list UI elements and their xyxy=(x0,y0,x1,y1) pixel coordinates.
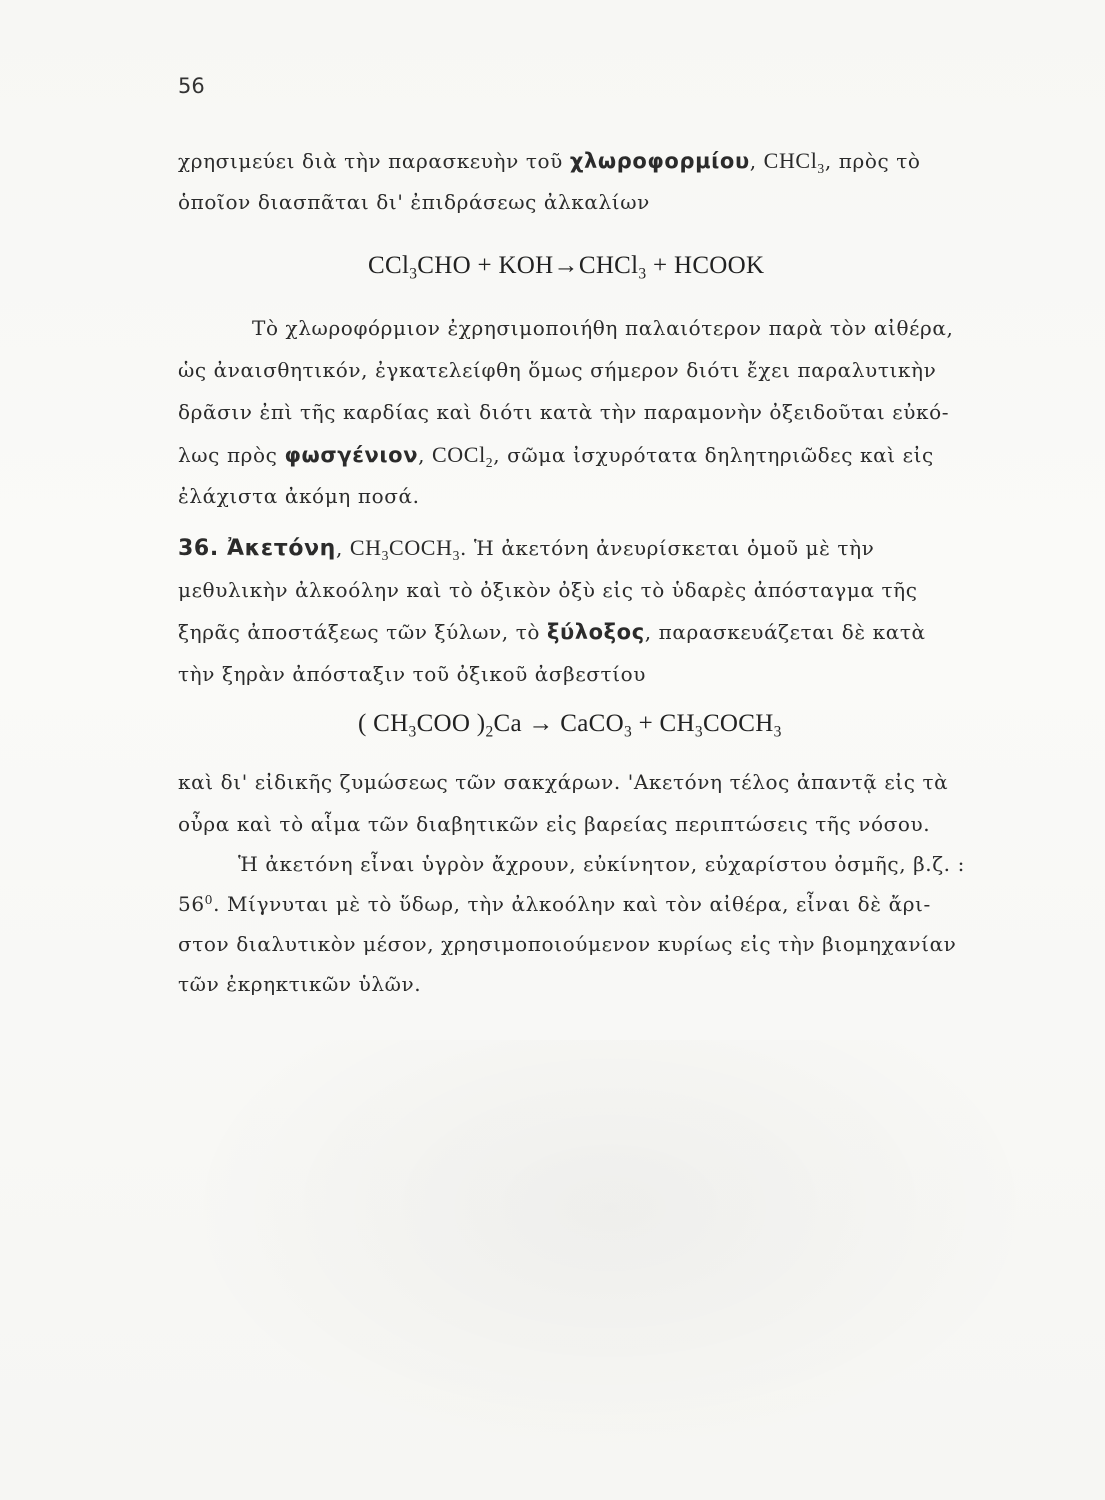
paragraph3-line1: καὶ δι' εἰδικῆς ζυμώσεως τῶν σακχάρων. 'Ακετόνη τέλος ἀπαντᾷ εἰς τὰ xyxy=(178,770,949,794)
paragraph1-line2: ὁποῖον διασπᾶται δι' ἐπιδράσεως ἀλκαλίων xyxy=(178,190,650,214)
paragraph3-line4: $56^0$. Μίγνυται μὲ τὸ ὕδωρ, τὴν ἀλκοόλην καὶ τὸν αἰθέρα, εἶναι δὲ ἄρι- xyxy=(178,892,931,916)
equation-chloral-koh: CCl$_3$CHO + KOH→CHCl$_3$ + HCOOK xyxy=(368,252,765,283)
paragraph2-line4: λως πρὸς φωσγένιον, COCl$_2$, σῶμα ἰσχυρότατα δηλητηριῶδες καὶ εἰς xyxy=(178,442,934,470)
section36-line2: μεθυλικὴν ἀλκοόλην καὶ τὸ ὀξικὸν ὀξὺ εἰς τὸ ὑδαρὲς ἀπόσταγμα τῆς xyxy=(178,578,918,602)
section-heading: 36. Ἀκετόνη xyxy=(178,536,336,561)
reaction-arrow: → xyxy=(553,252,579,279)
paragraph1-line1: χρησιμεύει διὰ τὴν παρασκευὴν τοῦ χλωροφορμίου, CHCl$_3$, πρὸς τὸ xyxy=(178,148,921,176)
equation-calcium-acetate: ( $CH_3COO$ )$_2Ca$ → CaCO$_3$ + $CH_3COCH_3$ xyxy=(358,710,782,741)
paragraph2-line5: ἐλάχιστα ἀκόμη ποσά. xyxy=(178,484,420,508)
formula-acetone: $CH_3COCH_3$ xyxy=(349,535,460,563)
paragraph3-line5: στον διαλυτικὸν μέσον, χρησιμοποιούμενον κυρίως εἰς τὴν βιομηχανίαν xyxy=(178,932,957,956)
term-pyroligneous: ξύλοξος xyxy=(546,620,645,644)
section36-line4: τὴν ξηρὰν ἀπόσταξιν τοῦ ὀξικοῦ ἀσβεστίου xyxy=(178,662,647,686)
reaction-arrow: → xyxy=(521,710,561,737)
formula-cocl2: COCl$_2$ xyxy=(432,442,494,470)
bleed-through-shadow xyxy=(175,1040,1045,1460)
paragraph2-line3: δρᾶσιν ἐπὶ τῆς καρδίας καὶ διότι κατὰ τὴν παραμονὴν ὀξειδοῦται εὐκό- xyxy=(178,400,950,424)
term-phosgene: φωσγένιον xyxy=(284,443,419,467)
paragraph2-line2: ὡς ἀναισθητικόν, ἐγκατελείφθη ὅμως σήμερον διότι ἔχει παραλυτικὴν xyxy=(178,358,937,382)
paragraph2-line1: Τὸ χλωροφόρμιον ἐχρησιμοποιήθη παλαιότερον παρὰ τὸν αἰθέρα, xyxy=(252,316,954,340)
term-chloroform: χλωροφορμίου xyxy=(569,149,750,173)
formula-chcl3: CHCl$_3$ xyxy=(763,148,825,176)
paragraph3-line3: Ἡ ἀκετόνη εἶναι ὑγρὸν ἄχρουν, εὐκίνητον, εὐχαρίστου ὀσμῆς, β.ζ. : xyxy=(238,852,965,876)
paragraph3-line2: οὖρα καὶ τὸ αἷμα τῶν διαβητικῶν εἰς βαρείας περιπτώσεις τῆς νόσου. xyxy=(178,812,931,836)
page-number: 56 xyxy=(178,74,205,98)
section36-line3: ξηρᾶς ἀποστάξεως τῶν ξύλων, τὸ ξύλοξος, παρασκευάζεται δὲ κατὰ xyxy=(178,620,926,644)
paragraph3-line6: τῶν ἐκρηκτικῶν ὑλῶν. xyxy=(178,972,422,996)
section36-line1: 36. Ἀκετόνη, $CH_3COCH_3$. Ἡ ἀκετόνη ἀνευρίσκεται ὁμοῦ μὲ τὴν xyxy=(178,535,875,563)
